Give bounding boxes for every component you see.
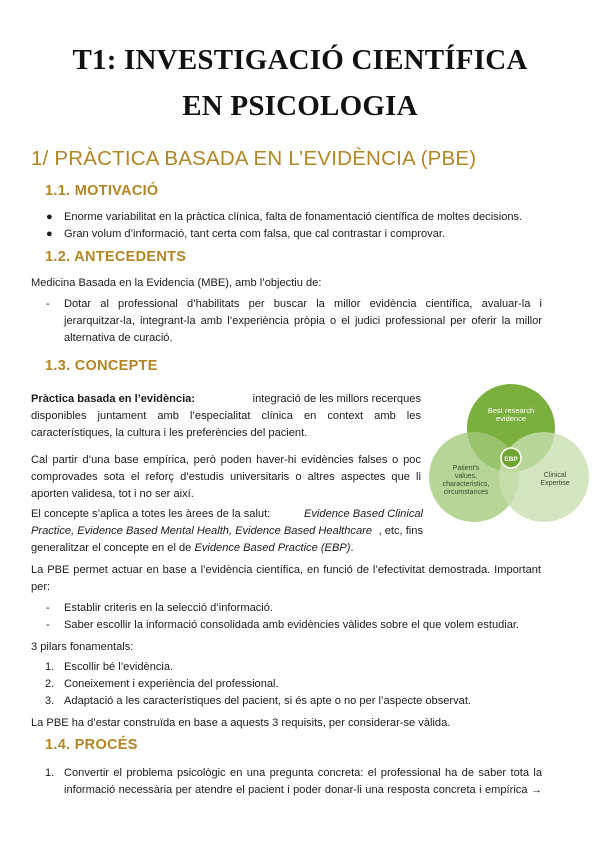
- definition-line-1: [31, 391, 421, 408]
- pilars-intro: 3 pilars fonamentals:: [31, 641, 134, 653]
- list-number-1: 1.: [45, 767, 55, 779]
- pbe-line-1: La PBE permet actuar en base a l’evidència científica, en funció de l’efectivitat demostrada. Important: [31, 564, 541, 576]
- areas-text-d: .: [350, 542, 354, 554]
- areas-text-a: El concepte s’aplica a totes les àrees de la salut:: [31, 508, 271, 520]
- document-title-line-2: EN PSICOLOGIA: [182, 90, 418, 122]
- venn-label-top-1: Best research: [487, 406, 535, 415]
- pilar-2: Coneixement i experiència del professional.: [64, 678, 279, 690]
- areas-italic-1: Evidence Based Clinical: [303, 508, 423, 520]
- venn-label-left-1: Patient's: [452, 465, 480, 472]
- antecedents-intro: Medicina Basada en la Evidencia (MBE), amb l’objectiu de:: [31, 277, 322, 289]
- list-number-2: 2.: [45, 678, 55, 690]
- definition-line-2: disponibles juntament amb l’especialitat clínica en context amb les: [31, 410, 421, 422]
- dash-marker: -: [46, 602, 50, 614]
- antecedents-dash-line-1: Dotar al professional d’habilitats per buscar la millor evidència científica, avaluar-la i: [64, 298, 542, 310]
- areas-text-c: generalitzar el concepte en el de: [31, 542, 195, 554]
- concepte-closing: La PBE ha d’estar construïda en base a aquests 3 requisits, per considerar-se vàlida.: [31, 717, 451, 729]
- areas-line-3: [31, 540, 354, 557]
- list-number-3: 3.: [45, 695, 55, 707]
- concepte-heading: 1.3. CONCEPTE: [45, 358, 158, 374]
- areas-text-b: , etc, fins: [378, 525, 423, 537]
- pbe-dash-1: Establir criteris en la selecció d’informació.: [64, 602, 274, 614]
- antecedents-dash-line-2: jerarquitzar-la, integrant-la amb l’experiència pròpia o el judici professional per oferir la millor: [64, 315, 542, 327]
- pbe-dash-2: Saber escollir la informació consolidada amb evidències vàlides sobre el que volem estudiar.: [64, 619, 520, 631]
- ebp-venn-diagram: [429, 378, 589, 526]
- definition-text: integració de les millors recerques: [252, 393, 421, 405]
- venn-label-right-1: Clinical: [543, 472, 567, 479]
- motivacio-heading: 1.1. MOTIVACIÓ: [45, 183, 159, 199]
- venn-label-left-4: circumstances: [443, 489, 489, 496]
- venn-label-left-3: characteristics,: [442, 481, 490, 488]
- bullet-marker: ●: [46, 211, 53, 223]
- empirical-line-1: Cal partir d’una base empírica, però poden haver-hi evidències falses o poc: [31, 454, 421, 466]
- venn-label-left-2: values,: [454, 473, 478, 480]
- areas-italic-3: Evidence Based Practice (EBP): [194, 542, 351, 554]
- proces-item-1-line-1: Convertir el problema psicològic en una pregunta concreta: el professional ha de saber tota la: [64, 767, 542, 779]
- empirical-line-3: aporten validesa, tot i no ser així.: [31, 488, 194, 500]
- list-number-1: 1.: [45, 661, 55, 673]
- pbe-line-2: per:: [31, 581, 51, 593]
- antecedents-heading: 1.2. ANTECEDENTS: [45, 249, 187, 265]
- dash-marker: -: [46, 619, 50, 631]
- areas-line-1: [31, 506, 423, 523]
- venn-label-top-2: evidence: [495, 414, 527, 423]
- section-heading: 1/ PRÀCTICA BASADA EN L’EVIDÈNCIA (PBE): [31, 147, 477, 170]
- proces-heading: 1.4. PROCÉS: [45, 737, 138, 753]
- venn-label-center: EBP: [504, 456, 518, 463]
- bullet-marker: ●: [46, 228, 53, 240]
- venn-label-right-2: Expertise: [540, 480, 570, 487]
- antecedents-dash-line-3: alternativa de curació.: [64, 332, 173, 344]
- pilar-1: Escollir bé l’evidència.: [64, 661, 174, 673]
- pilar-3: Adaptació a les característiques del pacient, si és apte o no per l’aspecte observat.: [64, 695, 472, 707]
- dash-marker: -: [46, 298, 50, 310]
- motivacio-bullet-1: Enorme variabilitat en la pràctica clínica, falta de fonamentació científica de moltes decisions.: [64, 211, 523, 223]
- motivacio-bullet-2: Gran volum d’informació, tant certa com falsa, que cal contrastar i comprovar.: [64, 228, 446, 240]
- document-title-line-1: T1: INVESTIGACIÓ CIENTÍFICA: [72, 44, 528, 76]
- proces-item-1-line-2: informació necessària per atendre el pacient i poder donar-li una resposta concreta i empírica →: [64, 784, 542, 796]
- definition-line-3: característiques, la cultura i les preferències del pacient.: [31, 427, 308, 439]
- areas-line-2: [31, 523, 423, 540]
- definition-term: Pràctica basada en l’evidència:: [31, 393, 196, 405]
- areas-italic-2: Practice, Evidence Based Mental Health, Evidence Based Healthcare: [31, 525, 373, 537]
- empirical-line-2: comprovades sota el reforç d’estudis universitaris o altres aspectes que li: [31, 471, 421, 483]
